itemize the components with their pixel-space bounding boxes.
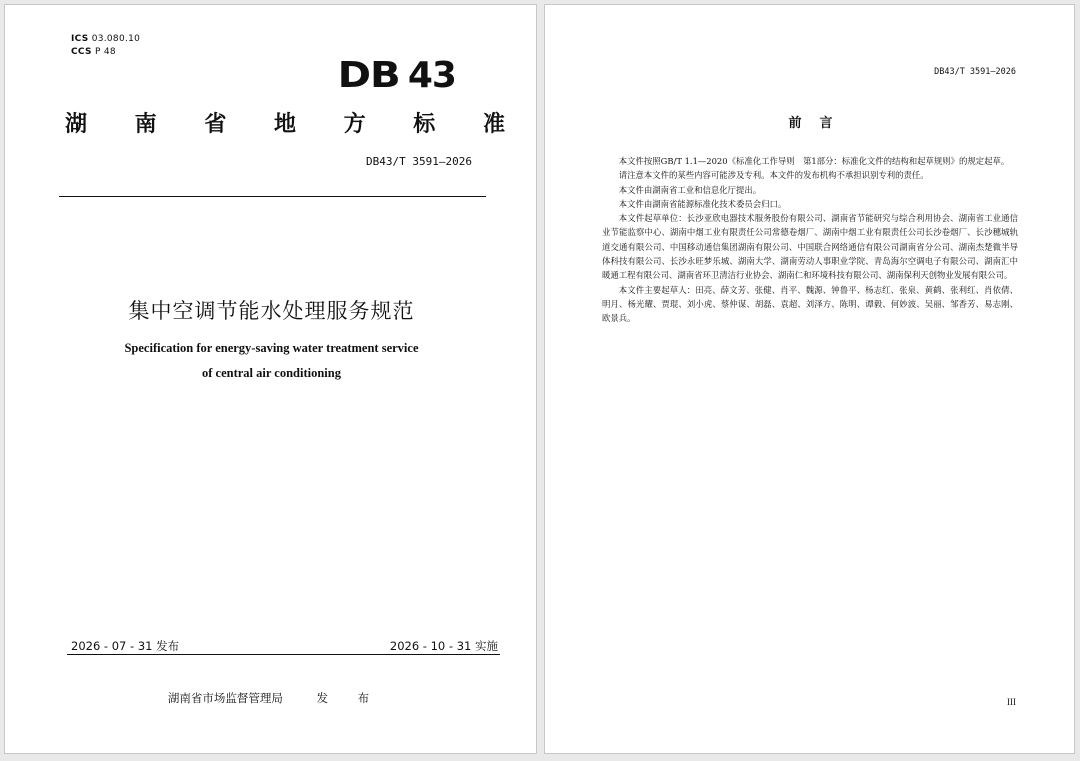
publisher-line <box>5 690 538 706</box>
document-title-zh: 集中空调节能水处理服务规范 <box>128 299 415 323</box>
standard-type-char: 地 <box>273 111 296 137</box>
standard-type-char: 湖 <box>65 111 88 137</box>
ccs-label: CCS <box>71 47 92 57</box>
document-title-en-line2: of central air conditioning <box>201 366 341 380</box>
foreword-page <box>544 4 1075 754</box>
foreword-paragraph: 本文件主要起草人：田亮、薛文芳、张健、肖平、魏源、钟鲁平、杨志红、张泉、黄鹤、张利红、肖依倩、明月、杨光耀、贾琨、刘小虎、蔡仲谋、胡磊、袁超、刘泽方、陈明、谭毅、何妙波、吴丽、邹香芳、易志刚、欧景兵。 <box>602 284 1018 324</box>
standard-type-char: 方 <box>343 111 366 137</box>
divider-top <box>59 196 486 197</box>
cover-page <box>4 4 537 754</box>
issue-date: 2026 - 07 - 31 发布 <box>71 639 180 653</box>
db-logo-number: 43 <box>407 55 456 96</box>
standard-type-char: 准 <box>482 111 505 137</box>
implementation-date: 2026 - 10 - 31 实施 <box>389 639 498 653</box>
header-standard-number: DB43/T 3591—2026 <box>934 67 1016 77</box>
standard-type-char: 南 <box>134 111 157 137</box>
db-logo <box>337 55 456 96</box>
foreword-paragraph: 本文件起草单位：长沙亚欣电器技术服务股份有限公司、湖南省节能研究与综合利用协会、湖南省工业通信业节能监察中心、湖南中烟工业有限责任公司常德卷烟厂、湖南中烟工业有限责任公司长沙卷烟厂、长沙穗城轨道交通有限公司、中国移动通信集团湖南有限公司、中国联合网络通信有限公司湖南省分公司、湖南杰楚微半导体科技有限公司、长沙永旺梦乐城、湖南大学、湖南劳动人事职业学院、青岛海尔空调电子有限公司、湖南汇中暖通工程有限公司、湖南省环卫清洁行业协会、湖南仁和环境科技有限公司、湖南保利天创物业发展有限公司。 <box>602 213 1018 281</box>
standard-type-char: 标 <box>413 111 436 137</box>
standard-type <box>65 107 505 138</box>
foreword-paragraph: 请注意本文件的某些内容可能涉及专利。本文件的发布机构不承担识别专利的责任。 <box>618 170 929 181</box>
divider-bottom <box>67 654 500 655</box>
ics-code <box>71 34 140 44</box>
page-number: III <box>1007 697 1016 707</box>
ccs-value: P 48 <box>94 47 116 57</box>
db-logo-prefix: DB <box>337 55 400 96</box>
standard-type-char: 省 <box>204 111 227 137</box>
ics-value: 03.080.10 <box>91 34 141 44</box>
publish-verb: 发 布 <box>316 691 376 705</box>
foreword-heading: 前言 <box>788 116 851 131</box>
foreword-body <box>602 154 1018 326</box>
foreword-paragraph: 本文件由湖南省能源标准化技术委员会归口。 <box>618 198 787 209</box>
foreword-paragraph: 本文件按照GB/T 1.1—2020《标准化工作导则 第1部分：标准化文件的结构和起草规则》的规定起草。 <box>618 156 1010 166</box>
document-title-en-line1: Specification for energy-saving water treatment service <box>124 341 419 355</box>
ccs-code <box>71 47 116 57</box>
standard-number: DB43/T 3591—2026 <box>366 155 472 168</box>
ics-label: ICS <box>71 34 89 44</box>
publisher-name: 湖南省市场监督管理局 <box>167 691 283 705</box>
foreword-paragraph: 本文件由湖南省工业和信息化厅提出。 <box>618 184 762 195</box>
